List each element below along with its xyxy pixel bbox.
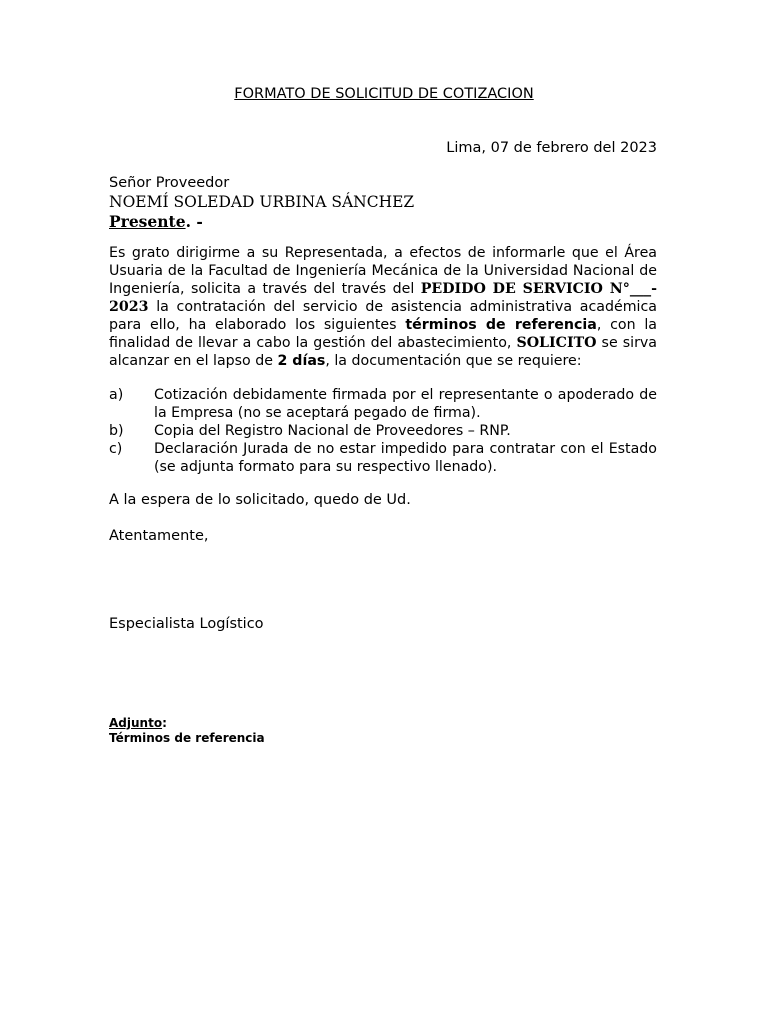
- list-marker: b): [109, 423, 124, 439]
- attachment-label-suffix: :: [162, 716, 167, 730]
- list-item: [109, 422, 657, 440]
- closing-line: A la espera de lo solicitado, quedo de Ud.: [109, 492, 411, 508]
- list-marker: c): [109, 441, 123, 457]
- body-text-4: se sirva alcanzar en el lapso de: [109, 335, 657, 369]
- list-item-text: Copia del Registro Nacional de Proveedores – RNP.: [154, 423, 511, 439]
- attachment-label: [109, 716, 265, 731]
- attachment-item: Términos de referencia: [109, 731, 265, 745]
- body-text-1: Es grato dirigirme a su Representada, a efectos de informarle que el Área Usuaria de la Facultad de Ingeniería Mecánica de la Universidad Nacional de Ingeniería, solicita a través del través del: [109, 245, 657, 297]
- recipient-salutation: Señor Proveedor: [109, 175, 230, 191]
- list-item: [109, 386, 657, 422]
- list-marker: a): [109, 387, 124, 403]
- recipient-name: NOEMÍ SOLEDAD URBINA SÁNCHEZ: [109, 193, 415, 211]
- recipient-presente: [109, 212, 414, 231]
- body-text-5: , la documentación que se requiere:: [325, 353, 582, 369]
- presente-word: Presente: [109, 212, 186, 231]
- terminos-referencia: términos de referencia: [405, 317, 597, 333]
- requirements-list: [109, 386, 657, 476]
- signature-title: Especialista Logístico: [109, 616, 264, 632]
- presente-suffix: . -: [185, 212, 203, 231]
- document-title: FORMATO DE SOLICITUD DE COTIZACION: [234, 86, 534, 102]
- body-text-2: la contratación del servicio de asistencia administrativa académica para ello, ha elaborado los siguientes: [109, 299, 657, 333]
- list-item-text: Cotización debidamente firmada por el representante o apoderado de la Empresa (no se aceptará pegado de firma).: [154, 387, 657, 421]
- list-item: [109, 440, 657, 476]
- list-item-text: Declaración Jurada de no estar impedido para contratar con el Estado (se adjunta formato para su respectivo llenado).: [154, 441, 657, 475]
- regards-line: Atentamente,: [109, 528, 209, 544]
- pedido-servicio: PEDIDO DE SERVICIO N°___- 2023: [109, 281, 657, 315]
- solicito-word: SOLICITO: [516, 335, 597, 351]
- attachment-label-text: Adjunto: [109, 716, 163, 730]
- attachment-block: [109, 716, 265, 746]
- recipient-block: [109, 174, 414, 231]
- body-paragraph: [109, 244, 657, 370]
- body-text-3: , con la finalidad de llevar a cabo la gestión del abastecimiento,: [109, 317, 657, 351]
- document-date: Lima, 07 de febrero del 2023: [446, 140, 657, 156]
- dias-plazo: 2 días: [277, 353, 326, 369]
